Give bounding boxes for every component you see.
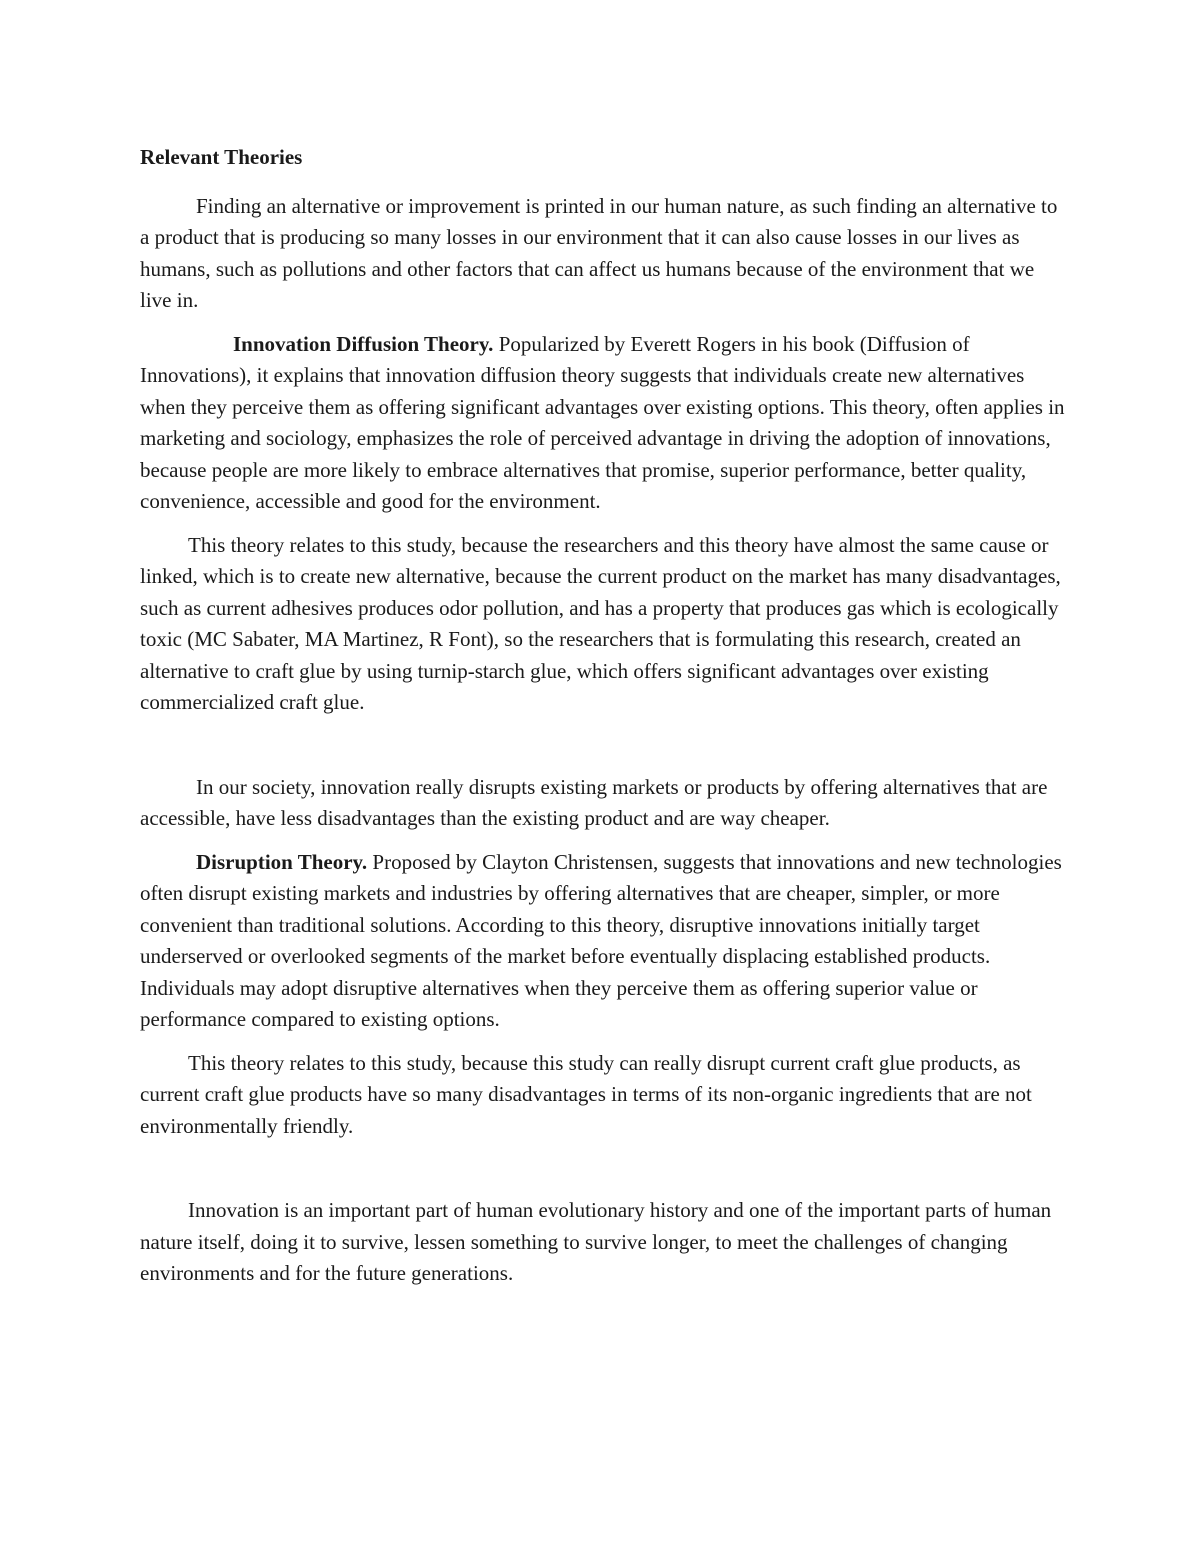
section-heading: Relevant Theories (140, 145, 303, 169)
paragraph-intro (140, 191, 1065, 317)
paragraph-text: Finding an alternative or improvement is printed in our human nature, as such finding an alternative to a product that is producing so many losses in our environment that it can also cause losses in our lives as humans, such as pollutions and other factors that can affect us humans because of the environment that we live in. (140, 193, 1058, 312)
paragraph-disruption-relation (140, 1048, 1065, 1143)
paragraph-text: Innovation is an important part of human evolutionary history and one of the important parts of human nature itself, doing it to survive, lessen something to survive longer, to meet the challenges of changing environments and for the future generations. (140, 1198, 1052, 1285)
paragraph-disruption-theory (140, 847, 1065, 1036)
paragraph-text: In our society, innovation really disrupts existing markets or products by offering alternatives that are accessible, have less disadvantages than the existing product and are way cheaper. (140, 774, 1048, 830)
paragraph-text: Proposed by Clayton Christensen, suggests that innovations and new technologies often disrupt existing markets and industries by offering alternatives that are cheaper, simpler, or more convenient than traditional solutions. According to this theory, disruptive innovations initially target underserved or overlooked segments of the market before eventually displacing established products. Individuals may adopt disruptive alternatives when they perceive them as offering superior value or performance compared to existing options. (140, 849, 1062, 1031)
paragraph-innovation-diffusion (140, 329, 1065, 518)
paragraph-text: Popularized by Everett Rogers in his book (Diffusion of Innovations), it explains that innovation diffusion theory suggests that individuals create new alternatives when they perceive them as offering significant advantages over existing options. This theory, often applies in marketing and sociology, emphasizes the role of perceived advantage in driving the adoption of innovations, because people are more likely to embrace alternatives that promise, superior performance, better quality, convenience, accessible and good for the environment. (140, 331, 1065, 513)
paragraph-society (140, 772, 1065, 835)
theory-title-innovation-diffusion: Innovation Diffusion Theory. (233, 331, 494, 356)
theory-title-disruption: Disruption Theory. (196, 849, 368, 874)
document-body (140, 142, 1065, 1290)
paragraph-conclusion (140, 1195, 1065, 1290)
paragraph-text: This theory relates to this study, because this study can really disrupt current craft glue products, as current craft glue products have so many disadvantages in terms of its non-organic ingredients that are not environmentally friendly. (140, 1050, 1032, 1138)
paragraph-innovation-relation (140, 530, 1065, 719)
paragraph-text: This theory relates to this study, because the researchers and this theory have almost the same cause or linked, which is to create new alternative, because the current product on the market has many disadvantages, such as current adhesives produces odor pollution, and has a property that produces gas which is ecologically toxic (MC Sabater, MA Martinez, R Font), so the researchers that is formulating this research, created an alternative to craft glue by using turnip-starch glue, which offers significant advantages over existing commercialized craft glue. (140, 532, 1061, 714)
